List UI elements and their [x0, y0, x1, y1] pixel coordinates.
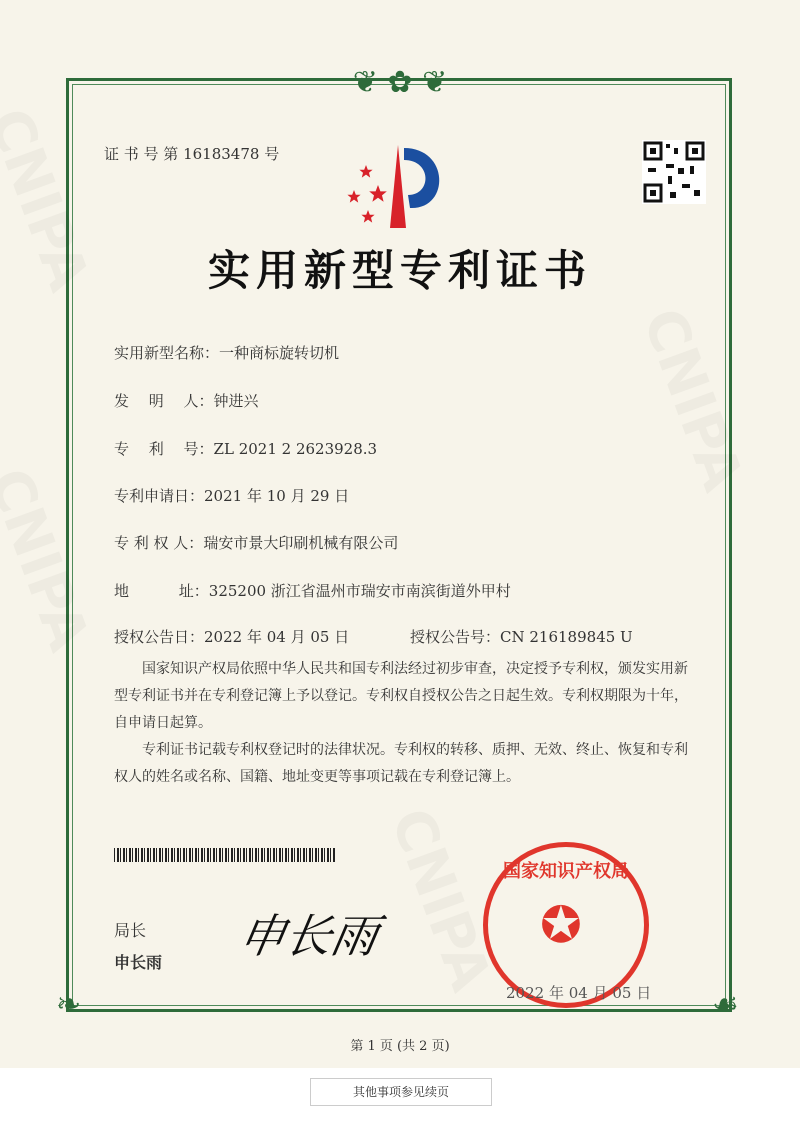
field-label: 专利申请日：: [114, 487, 205, 505]
field-address: [114, 580, 511, 601]
field-inventor: [114, 390, 259, 411]
cnipa-logo: [340, 140, 460, 230]
field-value: 一种商标旋转切机: [219, 344, 340, 362]
field-grant-number: [410, 626, 633, 647]
field-patentee: [114, 532, 398, 553]
director-name: 申长雨: [114, 953, 163, 972]
paragraph: 专利证书记载专利权登记时的法律状况。专利权的转移、质押、无效、终止、恢复和专利权人的姓名或名称、国籍、地址变更等事项记载在专利登记簿上。: [114, 742, 688, 785]
field-value: 2021 年 10 月 29 日: [204, 487, 350, 505]
field-application-date: [114, 485, 349, 506]
paragraph: 国家知识产权局依照中华人民共和国专利法经过初步审查，决定授予专利权，颁发实用新型专利证书并在专利登记簿上予以登记。专利权自授权公告之日起生效。专利权期限为十年，自申请日起算。: [114, 661, 688, 731]
page-info: 第 1 页 (共 2 页): [350, 1039, 450, 1054]
continuation-note: 其他事项参见续页: [310, 1078, 492, 1106]
field-label: 授权公告日：: [114, 628, 205, 646]
field-value: 325200 浙江省温州市瑞安市南滨街道外甲村: [208, 582, 511, 600]
field-value: 2022 年 04 月 05 日: [204, 628, 350, 646]
field-label: 发 明 人：: [114, 392, 214, 410]
seal-text: 国家知识产权局: [503, 861, 629, 882]
field-value: 钟进兴: [213, 392, 259, 410]
field-value: ZL 2021 2 2623928.3: [213, 440, 378, 458]
seal-date: 2022 年 04 月 05 日: [506, 984, 652, 1002]
field-patent-number: [114, 438, 377, 459]
barcode: [114, 848, 336, 862]
field-label: 专 利 权 人：: [114, 534, 204, 552]
field-name: [114, 342, 339, 363]
national-emblem-icon: ✪: [540, 896, 582, 954]
qr-code: [642, 140, 706, 204]
field-label: 专 利 号：: [114, 440, 214, 458]
field-label: 授权公告号：: [410, 628, 501, 646]
signature: 申长雨: [234, 909, 383, 963]
field-value: 瑞安市景大印刷机械有限公司: [203, 534, 399, 552]
certificate-number: 证 书 号 第 16183478 号: [104, 145, 280, 163]
corner-ornament-icon: ❧: [56, 987, 82, 1022]
field-label: 地 址：: [114, 582, 209, 600]
top-ornament-icon: ❦ ✿ ❦: [352, 65, 448, 100]
corner-ornament-icon: ☙: [712, 987, 739, 1022]
field-grant-date: [114, 626, 349, 647]
director-title: 局长: [114, 921, 147, 940]
field-label: 实用新型名称：: [114, 344, 220, 362]
page-title: 实用新型专利证书: [207, 246, 592, 295]
field-value: CN 216189845 U: [500, 628, 633, 646]
